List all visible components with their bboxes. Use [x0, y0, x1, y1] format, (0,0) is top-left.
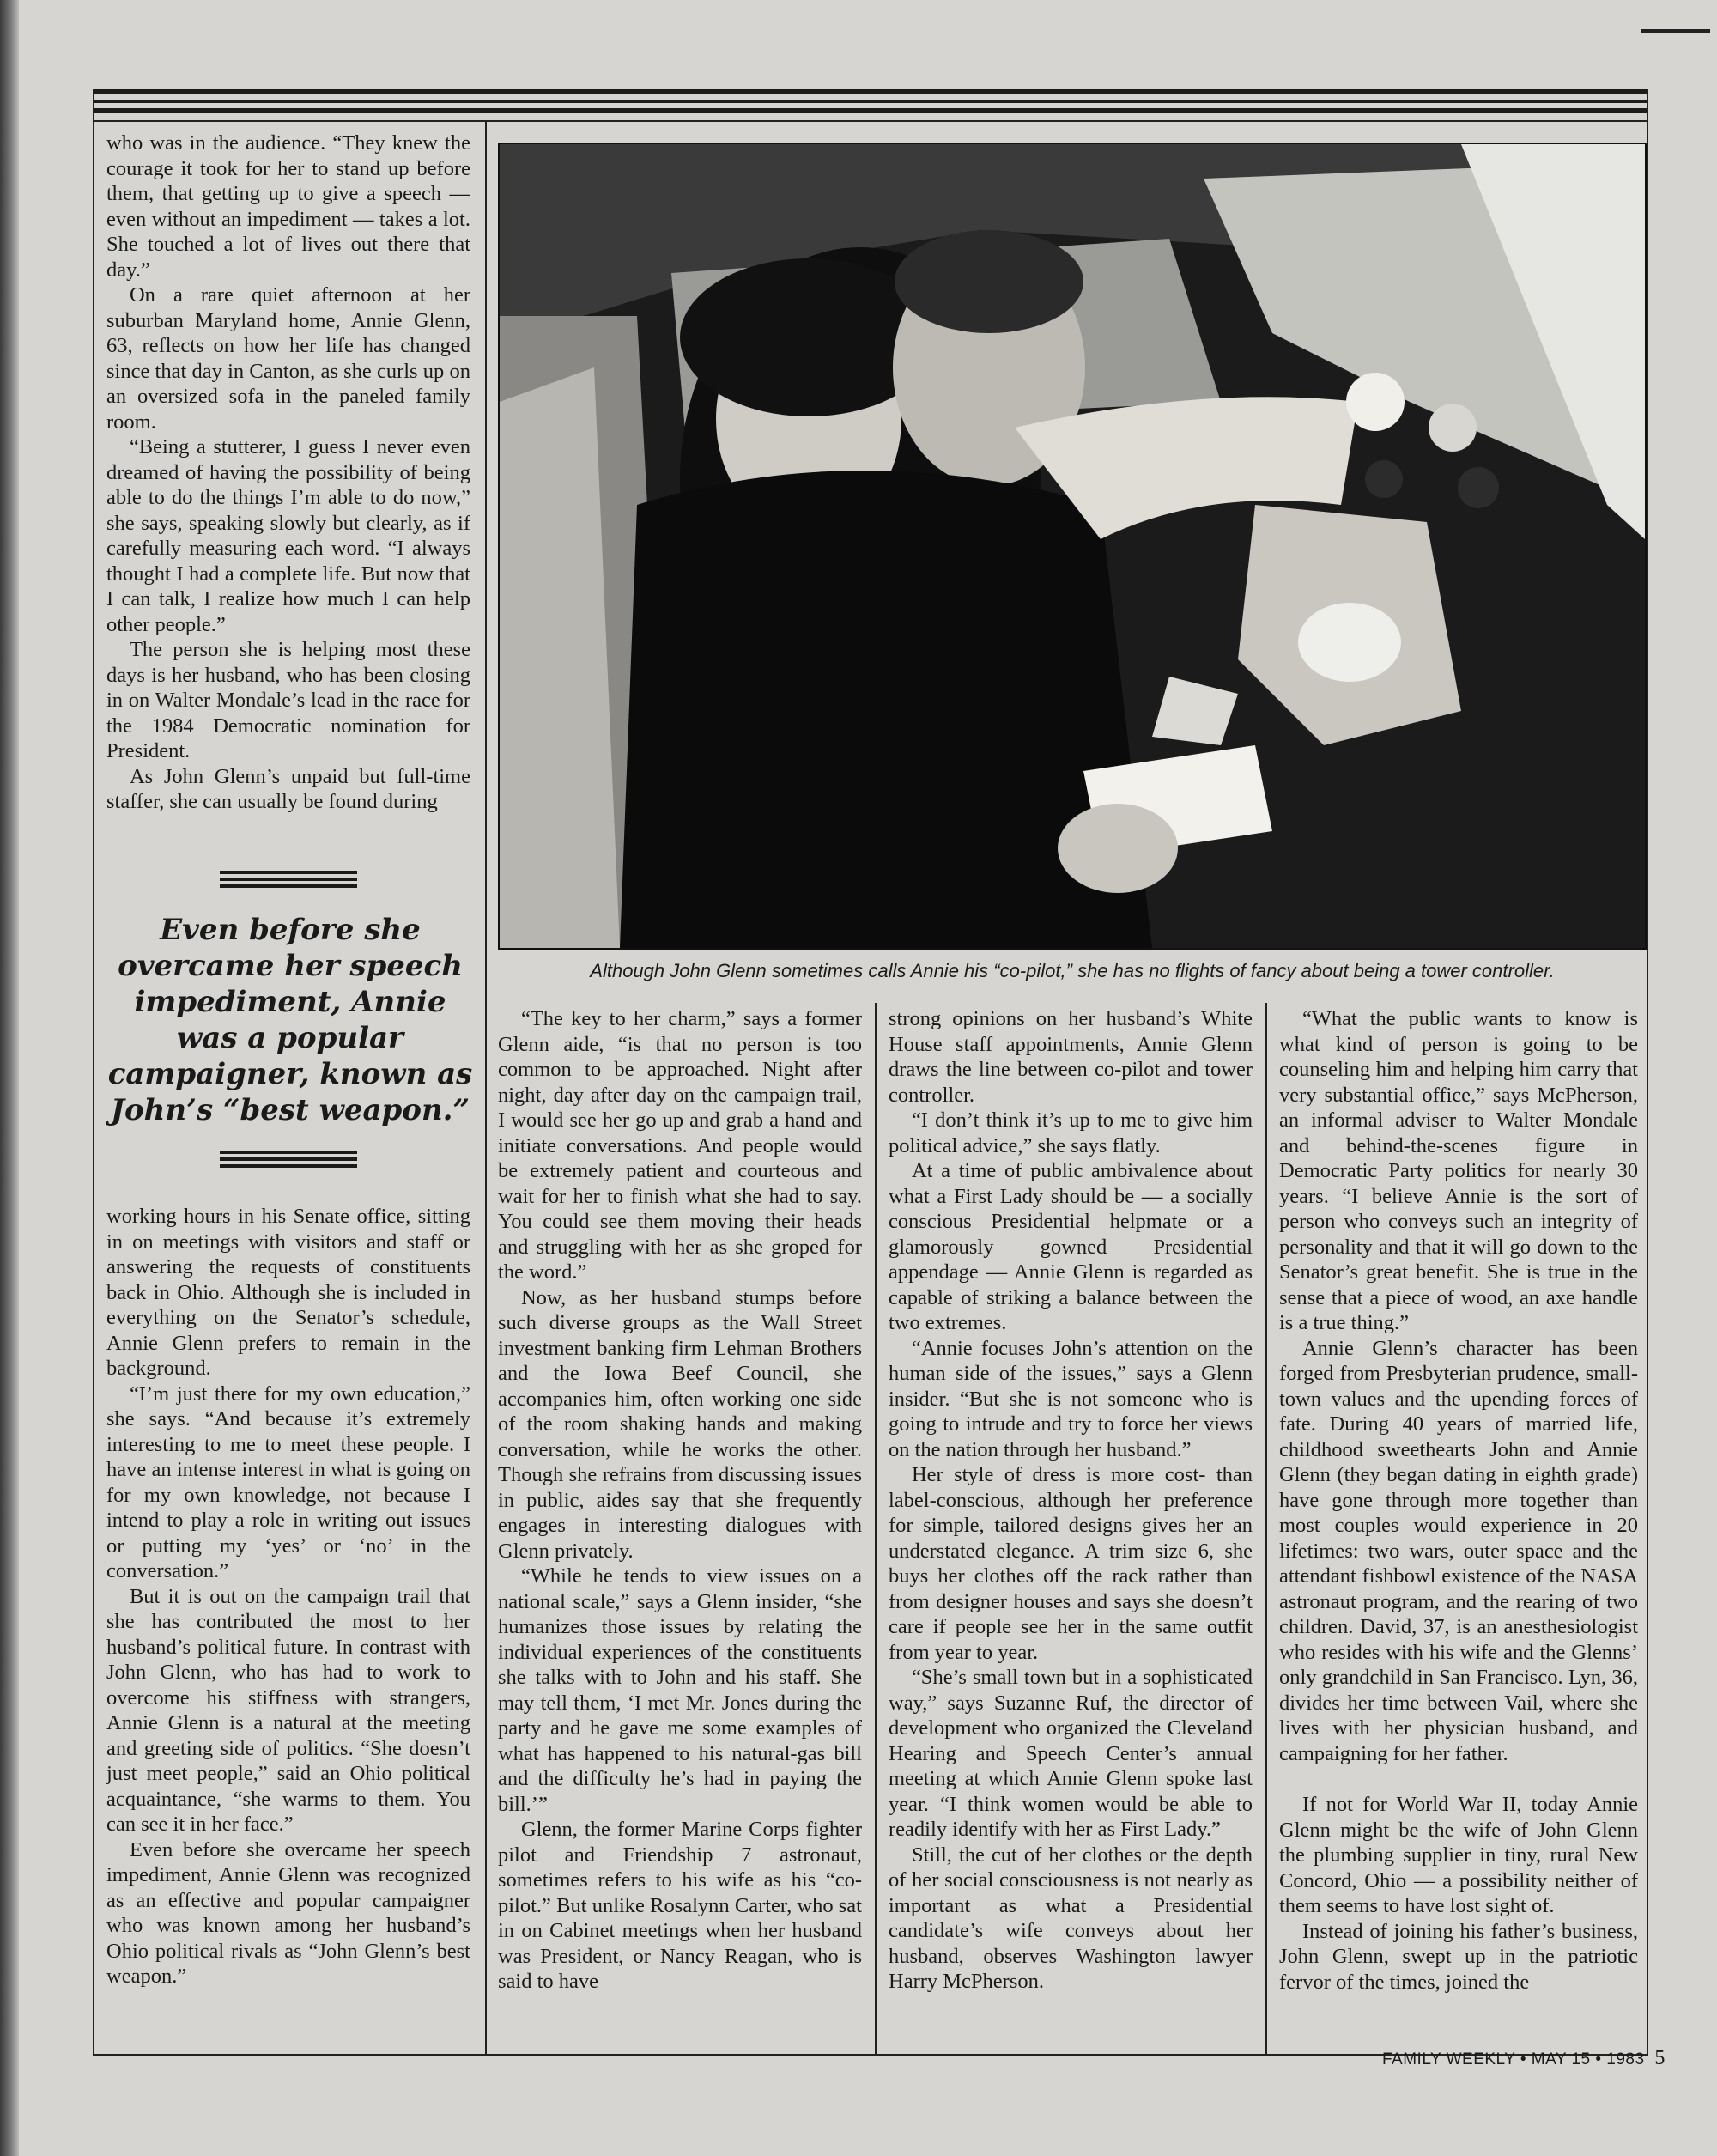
article-paragraph: The person she is helping most these days is her husband, who has been closing in on Walter Mondale’s lead in the race for the 1984 Democratic nomination for President. [106, 638, 470, 762]
corner-mark [1641, 29, 1710, 33]
article-paragraph: strong opinions on her husband’s White House staff appointments, Annie Glenn draws the line between co-pilot and tower controller. [889, 1007, 1253, 1107]
publication-line: FAMILY WEEKLY • MAY 15 • 1983 [1382, 2050, 1645, 2068]
page-edge [0, 0, 19, 2156]
article-column-4 [1279, 1006, 1638, 2050]
article-paragraph: Now, as her husband stumps before such diverse groups as the Wall Street investment banking firm Lehman Brothers and the Iowa Beef Council, she accompanies him, often working one side of the room shaking hands and making conversation, while he works the other. Though she refrains from discussing issues in public, aides say that she frequently engages in interesting dialogues with Glenn privately. [498, 1285, 862, 1563]
article-paragraph: Still, the cut of her clothes or the depth of her social consciousness is not nearly as important as what a Presidential candidate’s wife conveys about her husband, observes Washington lawyer Harry McPherson. [889, 1843, 1253, 1993]
article-column-2 [498, 1006, 862, 2050]
article-paragraph: “Annie focuses John’s attention on the human side of the issues,” says a Glenn insider. “But she is not someone who is going to intrude and try to force her views on the nation through her husband.” [889, 1336, 1253, 1461]
page-footer [1382, 2047, 1665, 2070]
article-paragraph: Her style of dress is more cost- than label-conscious, although her preference for simple, tailored designs gives her an understated elegance. A trim size 6, she buys her clothes off the rack rather than from designer houses and says she doesn’t care if people see her in the same outfit from year to year. [889, 1463, 1253, 1664]
article-paragraph: Glenn, the former Marine Corps fighter pilot and Friendship 7 astronaut, sometimes refers to his wife as his “co-pilot.” But unlike Rosalynn Carter, who sat in on Cabinet meetings when her husband was President, or Nancy Reagan, who is said to have [498, 1818, 862, 1993]
article-paragraph: If not for World War II, today Annie Glenn might be the wife of John Glenn the plumbing supplier in tiny, rural New Concord, Ohio — a possibility neither of them seems to have lost sight of. [1279, 1793, 1638, 1917]
article-column-1-bottom [106, 1204, 470, 2054]
article-paragraph: At a time of public ambivalence about what a First Lady should be — a socially conscious Presidential helpmate or a glamorously gowned Presidential appendage — Annie Glenn is regarded as capable of striking a balance between the two extremes. [889, 1159, 1253, 1334]
article-paragraph: working hours in his Senate office, sitting in on meetings with visitors and staff or answering the requests of constituents back in Ohio. Although she is included in everything on the Senator’s schedule, Annie Glenn prefers to remain in the background. [106, 1205, 470, 1380]
pullquote-bars-bottom [220, 1151, 357, 1171]
top-rule-3 [93, 108, 1648, 113]
article-paragraph: who was in the audience. “They knew the courage it took for her to stand up before them, that getting up to give a speech — even without an impediment — takes a lot. She touched a lot of lives out there that day.” [106, 131, 470, 282]
column-divider-3 [1265, 1003, 1267, 2056]
article-paragraph: “She’s small town but in a sophisticated way,” says Suzanne Ruf, the director of development who organized the Cleveland Hearing and Speech Center’s annual meeting at which Annie Glenn spoke last year. “I think women would be able to readily identify with her as First Lady.” [889, 1666, 1253, 1841]
article-paragraph: “I’m just there for my own education,” she says. “And because it’s extremely interesting to me to meet these people. I have an intense interest in what is going on for my own knowledge, not because I intend to play a role in writing out issues or putting my ‘yes’ or ‘no’ in the conversation.” [106, 1382, 470, 1582]
article-paragraph: As John Glenn’s unpaid but full-time staffer, she can usually be found during [106, 764, 470, 813]
photo-glenns-in-cockpit [498, 143, 1647, 950]
article-column-3 [889, 1006, 1253, 2050]
pullquote: Even before she overcame her speech impediment, Annie was a popular campaigner, known as John’s “best weapon.” [107, 913, 473, 1127]
article-paragraph: “Being a stutterer, I guess I never even dreamed of having the possibility of being able to do the things I’m able to do now,” she says, speaking slowly but clearly, as if carefully measuring each word. “I always thought I had a complete life. But now that I can talk, I realize how much I can help other people.” [106, 435, 470, 636]
frame-left [93, 89, 94, 2056]
article-paragraph: Even before she overcame her speech impediment, Annie Glenn was recognized as an effective and popular campaigner who was known among her husband’s Ohio political rivals as “John Glenn’s best weapon.” [106, 1837, 470, 1988]
frame-right [1647, 89, 1648, 2056]
cockpit-photo-illustration [500, 144, 1645, 948]
pullquote-bars-top [220, 871, 357, 891]
article-paragraph: “While he tends to view issues on a national scale,” says a Glenn insider, “she humanizes those issues by relating the individual experiences of the constituents she talks with to John and his staff. She may tell them, ‘I met Mr. Jones during the party and he gave me some examples of what has happened to his natural-gas bill and the difficulty he’s had in paying the bill.’” [498, 1564, 862, 1816]
top-rule-2 [93, 100, 1648, 103]
article-paragraph: Instead of joining his father’s business, John Glenn, swept up in the patriotic fervor of the times, joined the [1279, 1919, 1638, 1994]
column-divider-1 [485, 122, 487, 2056]
top-rule-1 [93, 89, 1648, 94]
photo-caption: Although John Glenn sometimes calls Annie his “co-pilot,” she has no flights of fancy about being a tower controller. [590, 960, 1555, 981]
article-paragraph: “What the public wants to know is what kind of person is going to be counseling him and helping him carry that very substantial office,” says McPherson, an informal adviser to Walter Mondale and behind-the-scenes figure in Democratic Party politics for nearly 30 years. “I believe Annie is the sort of person who conveys such an integrity of personality and that it will go down to the Senator’s great benefit. She is true in the sense that a piece of wood, an axe handle is a true thing.” [1279, 1007, 1638, 1334]
top-rule-4 [93, 120, 1648, 122]
article-paragraph: “The key to her charm,” says a former Glenn aide, “is that no person is too common to be approached. Night after night, day after day on the campaign trail, I would see her go up and grab a hand and initiate conversations. And people would be extremely patient and courteous and wait for her to finish what she had to say. You could see them moving their heads and struggling with her as she groped for the word.” [498, 1007, 862, 1284]
article-paragraph: “I don’t think it’s up to me to give him political advice,” she says flatly. [889, 1108, 1253, 1157]
article-paragraph: On a rare quiet afternoon at her suburban Maryland home, Annie Glenn, 63, reflects on how her life has changed since that day in Canton, as she curls up on an oversized sofa in the paneled family room. [106, 283, 470, 434]
article-column-1-top [106, 131, 470, 852]
column-divider-2 [875, 1003, 877, 2056]
article-paragraph: Annie Glenn’s character has been forged from Presbyterian prudence, small-town values and the upending forces of fate. During 40 years of married life, childhood sweethearts John and Annie Glenn (they began dating in eighth grade) have gone through more together than most couples would experience in 20 lifetimes: two wars, outer space and the attendant fishbowl existence of the NASA astronaut program, and the rearing of two children. David, 37, is an anesthesiologist who resides with his wife and the Glenns’ only grandchild in San Francisco. Lyn, 36, divides her time between Vail, where she lives with her physician husband, and campaigning for her father. [1279, 1336, 1638, 1765]
page-number: 5 [1654, 2047, 1665, 2069]
article-paragraph: But it is out on the campaign trail that she has contributed the most to her husband’s political future. In contrast with John Glenn, who has had to work to overcome his stiffness with strangers, Annie Glenn is a natural at the meeting and greeting side of politics. “She doesn’t just meet people,” said an Ohio political acquaintance, “she warms to them. You can see it in her face.” [106, 1584, 470, 1836]
